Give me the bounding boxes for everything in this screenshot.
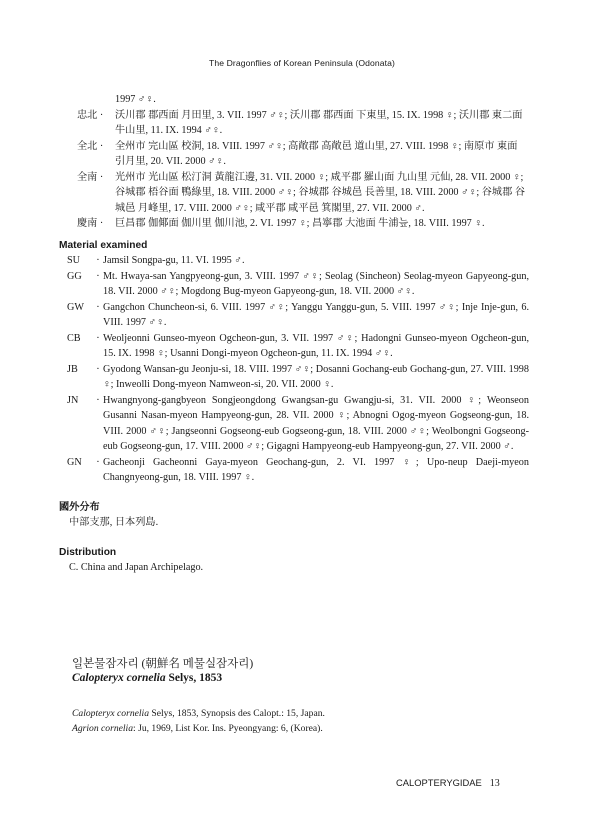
- bullet-dot: ·: [96, 255, 100, 266]
- region-code: CB: [67, 332, 81, 344]
- species-scientific-name: Calopteryx cornelia Selys, 1853: [72, 672, 223, 684]
- material-text: Gangchon Chuncheon-si, 6. VIII. 1997 ♂♀; Yanggu Yanggu-gun, 5. VIII. 1997 ♂♀; Inje Inje-gun, 6. VIII. 1997 ♂♀.: [103, 301, 529, 328]
- material-text: Hwangnyong-gangbyeon Songjeongdong Gwangsan-gu Gwangju-si, 31. VII. 2000 ♀; Weonseon Gusanni Nasan-myeon Hampyeong-gun, 28. VII. 2000 ♀; Abnogni Ogog-myeon Gogseong-gun, 18. VIII. 2000 ♂♀; Jangseonni Gogseong-eub Gogseong-gun, 18. VIII. 2000 ♂♀; Weolbongni Gogseong-eub Gogseong-gun, 17. VIII. 2000 ♂♀; Gigagni Hampyeong-eub Hampyeong-gun, 27. VII. 2000 ♂.: [103, 394, 529, 452]
- synonym-entry: Calopteryx cornelia Selys, 1853, Synopsis des Calopt.: 15, Japan.: [72, 708, 325, 719]
- province-entry: [77, 216, 529, 232]
- material-text: Weoljeonni Gunseo-myeon Ogcheon-gun, 3. VII. 1997 ♂♀; Hadongni Gunseo-myeon Ogcheon-gun, 15. IX. 1998 ♀; Usanni Dongi-myeon Ogcheon-gun, 11. IX. 1994 ♂♀.: [103, 332, 529, 359]
- synonym-entry: Agrion cornelia: Ju, 1969, List Kor. Ins. Pyeongyang: 6, (Korea).: [72, 723, 323, 734]
- province-entry: [77, 139, 529, 170]
- foreign-distribution-heading: 國外分布: [59, 501, 100, 513]
- material-entry: [67, 331, 529, 362]
- bullet-dot: ·: [96, 270, 100, 282]
- bullet-dot: ·: [96, 394, 100, 406]
- species-korean-name: 일본물잠자리 (朝鮮名 메물실잠자리): [72, 658, 254, 670]
- material-entry: [67, 269, 529, 300]
- distribution-text: C. China and Japan Archipelago.: [69, 562, 204, 573]
- distribution-heading: Distribution: [59, 546, 117, 558]
- material-text: Gyodong Wansan-gu Jeonju-si, 18. VIII. 1997 ♂♀; Dosanni Gochang-eub Gochang-gun, 27. VIII. 1998 ♀; Inweolli Dong-myeon Namweon-si, 20. VII. 2000 ♀.: [103, 363, 529, 390]
- province-text: 巨昌郡 伽倻面 伽川里 伽川池, 2. VI. 1997 ♀; 昌寧郡 大池面 牛浦늪, 18. VIII. 1997 ♀.: [115, 218, 485, 229]
- north-korean-name: (朝鮮名 메물실잠자리): [141, 658, 254, 670]
- synonym-list: [72, 706, 532, 736]
- province-code: 忠北 ·: [77, 109, 104, 121]
- continuation-line: 1997 ♂♀.: [115, 94, 156, 105]
- province-text: 沃川郡 郡西面 月田里, 3. VII. 1997 ♂♀; 沃川郡 郡西面 下東里, 15. IX. 1998 ♀; 沃川郡 東二面 牛山里, 11. IX. 1994 ♂♀.: [115, 109, 523, 136]
- material-text: Mt. Hwaya-san Yangpyeong-gun, 3. VIII. 1997 ♂♀; Seolag (Sincheon) Seolag-myeon Gapyeong-gun, 18. VII. 2000 ♂♀; Mogdong Bug-myeon Gapyeong-gun, 18. VII. 2000 ♂♀.: [103, 270, 529, 297]
- region-code: GN: [67, 456, 82, 468]
- province-text: 光州市 光山區 松汀洞 黃龍江邊, 31. VII. 2000 ♀; 咸平郡 羅山面 九山里 元仙, 28. VII. 2000 ♀; 谷城郡 梧谷面 鴨綠里, 18. VIII. 2000 ♂♀; 谷城郡 谷城邑 長善里, 18. VIII. 2000 ♂♀; 谷城郡 谷城邑 月峰里, 17. VIII. 2000 ♂♀; 咸平郡 咸平邑 箕閣里, 27. VII. 2000 ♂.: [115, 171, 526, 214]
- material-entry: [67, 300, 529, 331]
- main-content: [59, 92, 529, 576]
- region-code: GW: [67, 301, 84, 313]
- foreign-distribution-text: 中部支那, 日本列島.: [69, 517, 159, 528]
- province-code: 慶南 ·: [77, 218, 104, 229]
- province-entry: [77, 108, 529, 139]
- province-entry: [77, 170, 529, 217]
- province-list: [77, 108, 529, 232]
- material-text: Jamsil Songpa-gu, 11. VI. 1995 ♂.: [103, 255, 245, 266]
- species-author: Selys, 1853: [168, 672, 223, 684]
- page-number: 13: [489, 778, 500, 789]
- region-code: JB: [67, 363, 78, 375]
- section-name: CALOPTERYGIDAE: [396, 777, 482, 788]
- province-text: 全州市 完山區 校洞, 18. VIII. 1997 ♂♀; 高敞郡 高敞邑 道山里, 27. VIII. 1998 ♀; 南原市 東面 引月里, 20. VII. 2000 ♂♀.: [115, 140, 518, 167]
- bullet-dot: ·: [96, 301, 100, 313]
- region-code: GG: [67, 270, 82, 282]
- running-header: The Dragonflies of Korean Peninsula (Odonata): [208, 58, 396, 68]
- province-code: 全北 ·: [77, 140, 104, 152]
- province-code: 全南 ·: [77, 171, 104, 183]
- material-list: [67, 253, 529, 486]
- material-entry: [67, 393, 529, 455]
- material-entry: [67, 253, 529, 269]
- region-code: JN: [67, 394, 79, 406]
- bullet-dot: ·: [96, 456, 100, 468]
- material-entry: [67, 362, 529, 393]
- bullet-dot: ·: [96, 363, 100, 375]
- region-code: SU: [67, 255, 81, 266]
- species-block: [72, 655, 532, 736]
- page-footer: [396, 777, 500, 789]
- material-text: Gacheonji Gacheonni Gaya-myeon Geochang-gun, 2. VI. 1997 ♀; Upo-neup Daeji-myeon Changnyeong-gun, 18. VIII. 1997 ♀.: [103, 456, 529, 483]
- material-heading: Material examined: [59, 239, 148, 251]
- bullet-dot: ·: [96, 332, 100, 344]
- material-entry: [67, 455, 529, 486]
